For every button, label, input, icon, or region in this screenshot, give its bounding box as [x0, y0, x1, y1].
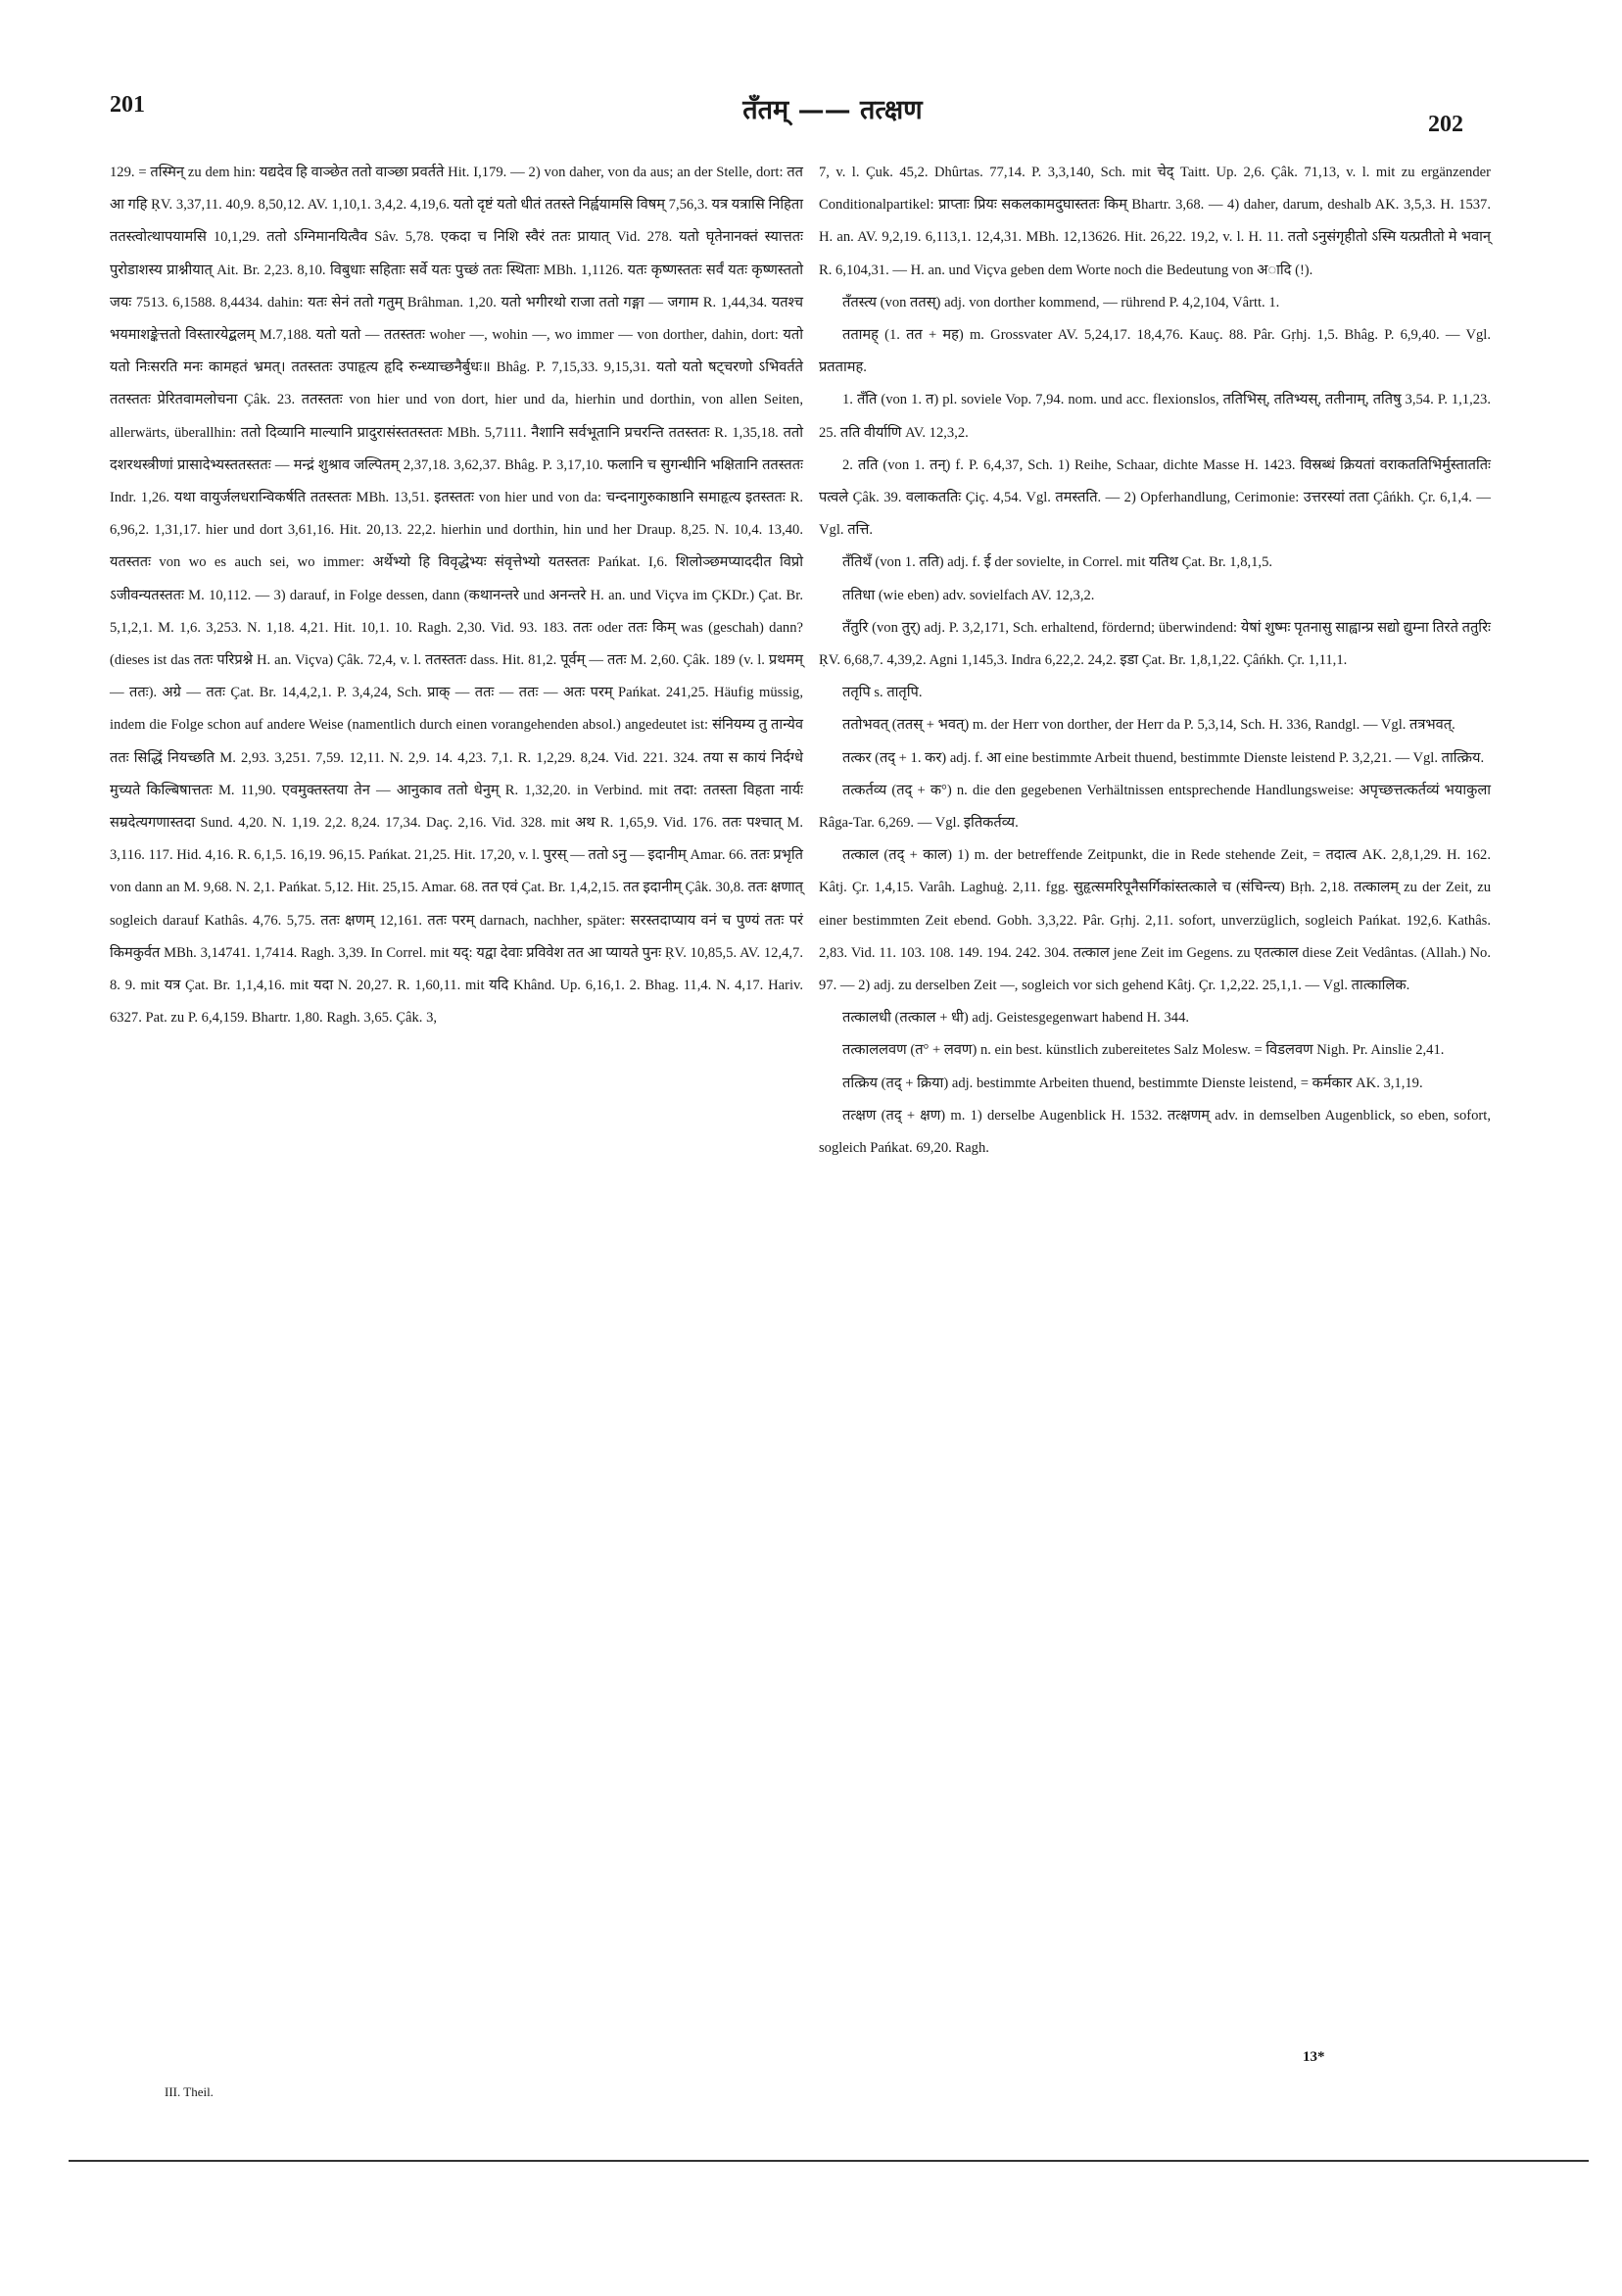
dictionary-entry: तत्काललवण (त° + लवण) n. ein best. künstlich zubereitetes Salz Molesw. = विडलवण Nigh. Pr. Ainslie 2,41. [842, 1042, 1445, 1059]
entry-paragraph: 7, v. l. Çuk. 45,2. Dhûrtas. 77,14. P. 3,3,140, Sch. mit चेद् Taitt. Up. 2,6. Çâk. 71,13, v. l. mit zu ergänzender Conditionalpartikel: प्राप्ताः प्रियः सकलकामदुघास्ततः किम् Bhartr. 3,68. — 4) daher, darum, deshalb AK. 3,5,3. H. 1537. H. an. AV. 9,2,19. 6,113,1. 12,4,31. MBh. 12,13626. Hit. 26,22. 19,2, v. l. H. 11. ततो ऽनुसंगृहीतो ऽस्मि यत्प्रतीतो मे भवान् R. 6,104,31. — H. an. und Viçva geben dem Worte noch die Bedeutung von अादि (!). [819, 165, 1491, 278]
dictionary-entry: ततोभवत् (ततस् + भवत्) m. der Herr von dorther, der Herr da P. 5,3,14, Sch. H. 336, Randgl. — Vgl. तत्रभवत्. [842, 717, 1455, 734]
dictionary-entry: तत्क्षण (तद् + क्षण) m. 1) derselbe Augenblick H. 1532. तत्क्षणम् adv. in demselben Augenblick, so eben, sofort, sogleich Pańkat. 69,20. Ragh. [819, 1107, 1491, 1157]
dictionary-entry: ततिधा (wie eben) adv. sovielfach AV. 12,3,2. [842, 587, 1095, 603]
dictionary-entry: तत्कर (तद् + 1. कर) adj. f. आ eine bestimmte Arbeit thuend, bestimmte Dienste leistend P. 3,2,21. — Vgl. तात्क्रिय. [842, 749, 1485, 766]
signature-mark: 13* [1303, 2049, 1325, 2065]
left-column [110, 157, 803, 1034]
right-column [819, 157, 1491, 1165]
entry-paragraph: 129. = तस्मिन् zu dem hin: यद्यदेव हि वाञ्छेत ततो वाञ्छा प्रवर्तते Hit. I,179. — 2) von daher, von da aus; an der Stelle, dort: तत आ गहि ṚV. 3,37,11. 40,9. 8,50,12. AV. 1,10,1. 3,4,2. 4,19,6. यतो दृष्टं यतो धीतं ततस्ते निर्ह्वयामसि विषम् 7,56,3. यत्र यत्रासि निहिता ततस्त्वोत्थापयामसि 10,1,29. ततो ऽग्निमानयित्वैव Sâv. 5,78. एकदा च निशि स्वैरं ततः प्रायात् Vid. 278. यतो घृतेनानक्तं स्यात्ततः पुरोडाशस्य प्राश्नीयात् Ait. Br. 2,23. 8,10. विबुधाः सहिताः सर्वे यतः पुच्छं ततः स्थिताः MBh. 1,1126. यतः कृष्णस्ततः सर्वं यतः कृष्णस्ततो जयः 7513. 6,1588. 8,4434. dahin: यतः सेनं ततो गतुम् Brâhman. 1,20. यतो भगीरथो राजा ततो गङ्गा — जगाम R. 1,44,34. यतश्च भयमाशङ्केत्ततो विस्तारयेद्बलम् M.7,188. यतो यतो — ततस्ततः woher —, wohin —, wo immer — von dorther, dahin, dort: यतो यतो निःसरति मनः कामहतं भ्रमत्। ततस्ततः उपाहृत्य हृदि रुन्ध्याच्छनैर्बुधः॥ Bhâg. P. 7,15,33. 9,15,31. यतो यतो षट्चरणो ऽभिवर्तते ततस्ततः प्रेरितवामलोचना Çâk. 23. ततस्ततः von hier und von dort, hier und da, hierhin und dorthin, von allen Seiten, allerwärts, überallhin: ततो दिव्यानि माल्यानि प्रादुरासंस्ततस्ततः MBh. 5,7111. नैशानि सर्वभूतानि प्रचरन्ति ततस्ततः R. 1,35,18. ततो दशरथस्त्रीणां प्रासादेभ्यस्ततस्ततः — मन्द्रं शुश्राव जल्पितम् 2,37,18. 3,62,37. Bhâg. P. 3,17,10. फलानि च सुगन्धीनि भक्षितानि ततस्ततः Indr. 1,26. यथा वायुर्जलधरान्विकर्षति ततस्ततः MBh. 13,51. इतस्ततः von hier und von da: चन्दनागुरुकाष्ठानि समाहृत्य इतस्ततः R. 6,96,2. 1,31,17. hier und dort 3,61,16. Hit. 20,13. 22,2. hierhin und dorthin, hin und her Draup. 8,25. N. 10,4. 13,40. यतस्ततः von wo es auch sei, wo immer: अर्थेभ्यो हि विवृद्धेभ्यः संवृत्तेभ्यो यतस्ततः Pańkat. I,6. शिलोञ्छमप्याददीत विप्रो ऽजीवन्यतस्ततः M. 10,112. — 3) darauf, in Folge dessen, dann (कथानन्तरे und अनन्तरे H. an. und Viçva im ÇKDr.) Çat. Br. 5,1,2,1. M. 1,6. 3,253. N. 1,18. 4,21. Hit. 10,1. 10. Ragh. 2,30. Vid. 93. 183. ततः oder ततः किम् was (geschah) dann? (dieses ist das ततः परिप्रश्ने H. an. Viçva) Çâk. 72,4, v. l. ततस्ततः dass. Hit. 81,2. पूर्वम् — ततः M. 2,60. Çâk. 189 (v. l. प्रथमम् — ततः). अग्रे — ततः Çat. Br. 14,4,2,1. P. 3,4,24, Sch. प्राक् — ततः — ततः — अतः परम् Pańkat. 241,25. Häufig müssig, indem die Folge schon auf andere Weise (namentlich durch einen vorangehenden absol.) angedeutet ist: संनियम्य तु तान्येव ततः सिद्धिं नियच्छति M. 2,93. 3,251. 7,59. 12,11. N. 2,9. 14. 4,23. 7,1. R. 1,2,29. 8,24. Vid. 221. 324. तया स कायं निर्दग्धे मुच्यते किल्बिषात्ततः M. 11,90. एवमुक्तस्तया तेन — आनुकाव ततो धेनुम् R. 1,32,20. in Verbind. mit तदा: ततस्ता विहता नार्यः सम्रदेत्यगणास्तदा Sund. 4,20. N. 1,19. 2,2. 8,24. 17,34. Daç. 2,16. Vid. 328. mit अथ R. 1,65,9. Vid. 176. ततः पश्चात् M. 3,116. 117. Hid. 4,16. R. 6,1,5. 16,19. 96,15. Pańkat. 21,25. Hit. 17,20, v. l. पुरस् — ततो ऽनु — इदानीम् Amar. 66. ततः प्रभृति von dann an M. 9,68. N. 2,1. Pańkat. 5,12. Hit. 25,15. Amar. 68. तत एवं Çat. Br. 1,4,2,15. तत इदानीम् Çâk. 30,8. ततः क्षणात् sogleich darauf Kathâs. 4,76. 5,75. ततः क्षणम् 12,161. ततः परम् darnach, nachher, später: सरस्तदाप्याय वनं च पुण्यं ततः परं किमकुर्वत MBh. 3,14741. 1,7414. Ragh. 3,39. In Correl. mit यद्: यद्वा देवाः प्रविवेश तत आ प्यायते पुनः ṚV. 10,85,5. AV. 12,4,7. 8. 9. mit यत्र Çat. Br. 1,1,4,16. mit यदा N. 20,27. R. 1,60,11. mit यदि Khând. Up. 6,16,1. 2. Bhag. 11,4. N. 4,17. Hariv. 6327. Pat. zu P. 6,4,159. Bhartr. 1,80. Ragh. 3,65. Çâk. 3, [110, 165, 803, 1027]
dictionary-entry: तत्कर्तव्य (तद् + क°) n. die den gegebenen Verhältnissen entsprechende Handlungsweise: अपृच्छत्तत्कर्तव्यं भयाकुला Râga-Tar. 6,269. — Vgl. इतिकर्तव्य. [819, 782, 1491, 832]
volume-note: III. Theil. [165, 2084, 214, 2099]
dictionary-entry: 1. तँति (von 1. त) pl. soviele Vop. 7,94. nom. und acc. flexionslos, ततिभिस्, ततिभ्यस्, ततीनाम्, ततिषु 3,54. P. 1,1,23. 25. तति वीर्याणि AV. 12,3,2. [819, 392, 1491, 441]
running-title: तँतम् —— तत्क्षण [742, 95, 923, 125]
page-number-right: 202 [1428, 112, 1463, 137]
page-number-left: 201 [110, 92, 145, 118]
bottom-rule [69, 2160, 1589, 2162]
dictionary-entry: ततामह् (1. तत + मह) m. Grossvater AV. 5,24,17. 18,4,76. Kauç. 88. Pâr. Gṛhj. 1,5. Bhâg. P. 6,9,40. — Vgl. प्रततामह. [819, 327, 1491, 376]
dictionary-entry: तँतिथँ (von 1. तति) adj. f. ई der sovielte, in Correl. mit यतिथ Çat. Br. 1,8,1,5. [842, 554, 1273, 571]
dictionary-entry: 2. तति (von 1. तन्) f. P. 6,4,37, Sch. 1) Reihe, Schaar, dichte Masse H. 1423. विस्रब्धं क्रियतां वराकततिभिर्मुस्ताततिः पत्वले Çâk. 39. वलाकततिः Çiç. 4,54. Vgl. तमस्तति. — 2) Opferhandlung, Cerimonie: उत्तरस्यां तता Çâńkh. Çr. 6,1,4. — Vgl. तत्ति. [819, 456, 1491, 539]
dictionary-entry: तँतस्त्य (von ततस्) adj. von dorther kommend, — rührend P. 4,2,104, Vârtt. 1. [842, 294, 1280, 311]
dictionary-entry: तँतुरि (von तुर्) adj. P. 3,2,171, Sch. erhaltend, fördernd; überwindend: येषां शुष्मः पृतनासु साह्वान्प्र सद्यो द्युम्ना तिरते ततुरिः ṚV. 6,68,7. 4,39,2. Agni 1,145,3. Indra 6,22,2. 24,2. इडा Çat. Br. 1,8,1,22. Çâńkh. Çr. 1,11,1. [819, 619, 1491, 669]
dictionary-entry: ततृपि s. तातृपि. [842, 685, 923, 701]
dictionary-entry: तत्काल (तद् + काल) 1) m. der betreffende Zeitpunkt, die in Rede stehende Zeit, = तदात्व AK. 2,8,1,29. H. 162. Kâtj. Çr. 1,4,15. Varâh. Laghuġ. 2,11. fgg. सुहृत्समरिपूनैसर्गिकांस्तत्काले च (संचिन्त्य) Bṛh. 2,18. तत्कालम् zu der Zeit, zu einer bestimmten Zeit ebend. Gobh. 3,3,22. Pâr. Gṛhj. 2,11. sofort, unverzüglich, sogleich Pańkat. 192,6. Kathâs. 2,83. Vid. 11. 103. 108. 149. 194. 242. 304. तत्काल jene Zeit im Gegens. zu एतत्काल diese Zeit Vedântas. (Allah.) No. 97. — 2) adj. zu derselben Zeit —, sogleich vor sich gehend Kâtj. Çr. 1,2,22. 25,1,1. — Vgl. तात्कालिक. [819, 847, 1491, 994]
dictionary-entry: तत्कालधी (तत्काल + धी) adj. Geistesgegenwart habend H. 344. [842, 1010, 1190, 1027]
dictionary-entry: तत्क्रिय (तद् + क्रिया) adj. bestimmte Arbeiten thuend, bestimmte Dienste leistend, = कर्मकार AK. 3,1,19. [842, 1075, 1423, 1091]
page-header [0, 90, 1622, 139]
